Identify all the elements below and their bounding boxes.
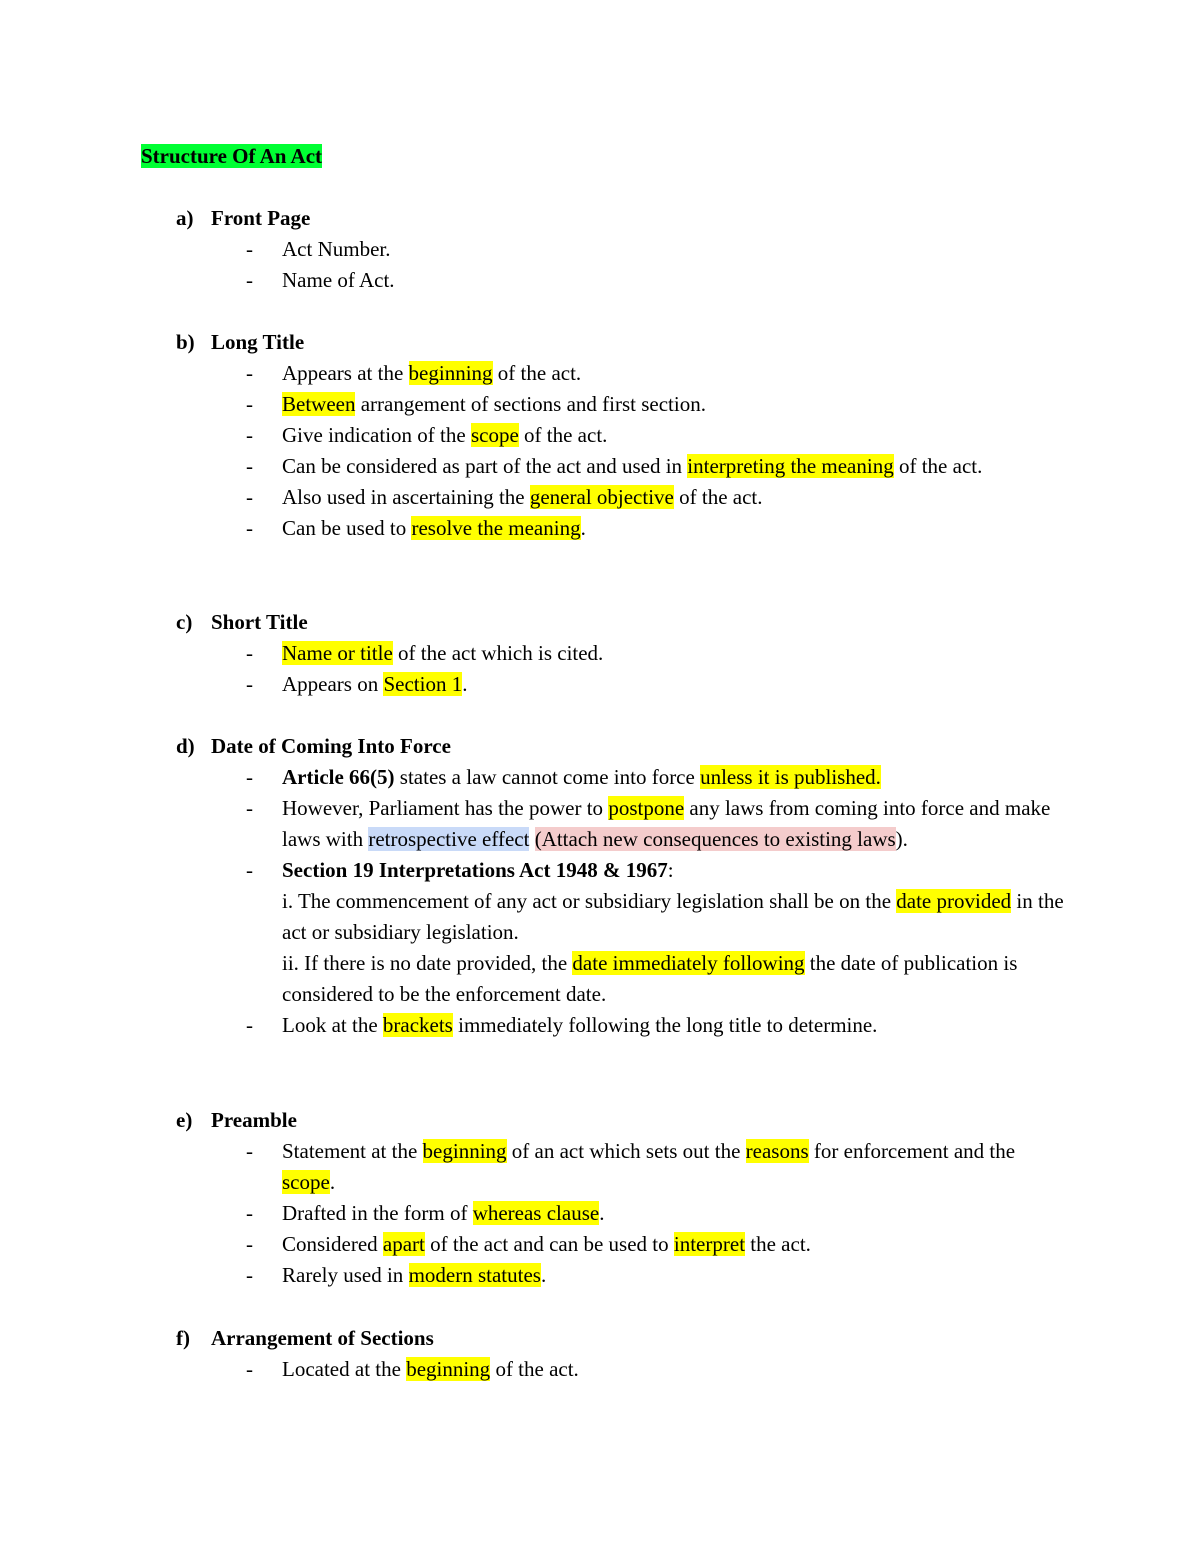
list-item bbox=[246, 1354, 1066, 1385]
section-heading-text: Short Title bbox=[211, 610, 308, 634]
list-item bbox=[246, 638, 1066, 669]
text-run: Name of Act. bbox=[282, 268, 395, 292]
text-run: of the act and can be used to bbox=[424, 1232, 674, 1256]
text-run: any laws from coming into force and make laws with bbox=[282, 796, 1051, 851]
highlighted-text: whereas clause bbox=[472, 1201, 600, 1225]
highlighted-text: interpret bbox=[673, 1232, 746, 1256]
text-run: for enforcement and the bbox=[808, 1139, 1016, 1163]
dash-bullet: - bbox=[246, 1013, 253, 1037]
text-run: Statement at the bbox=[282, 1139, 423, 1163]
text-run: Located at the bbox=[282, 1357, 407, 1381]
dash-bullet: - bbox=[246, 1232, 253, 1256]
bold-text: Article 66(5) bbox=[282, 765, 395, 789]
text-run: : bbox=[667, 858, 674, 882]
text-run: Also used in ascertaining the bbox=[282, 485, 530, 509]
text-run: Can be considered as part of the act and used in bbox=[282, 454, 688, 478]
highlighted-text: scope bbox=[470, 423, 519, 447]
list-item bbox=[246, 451, 1066, 482]
dash-bullet: - bbox=[246, 268, 253, 292]
section-heading-text: Long Title bbox=[211, 330, 305, 354]
section-heading bbox=[176, 327, 304, 358]
highlighted-text: unless it is published. bbox=[700, 765, 881, 789]
list-item bbox=[246, 482, 1066, 513]
text-run: Appears on bbox=[282, 672, 384, 696]
bullet-list bbox=[246, 234, 1066, 296]
highlighted-text: Section 1 bbox=[383, 672, 463, 696]
highlighted-text: modern statutes bbox=[408, 1263, 541, 1287]
dash-bullet: - bbox=[246, 237, 253, 261]
text-run: arrangement of sections and first section. bbox=[355, 392, 706, 416]
highlighted-text: general objective bbox=[529, 485, 674, 509]
list-item bbox=[246, 1136, 1066, 1198]
dash-bullet: - bbox=[246, 454, 253, 478]
dash-bullet: - bbox=[246, 423, 253, 447]
list-item bbox=[246, 389, 1066, 420]
highlighted-text: date immediately following bbox=[572, 951, 805, 975]
section-heading-text: Preamble bbox=[211, 1108, 297, 1132]
text-run: Act Number. bbox=[282, 237, 391, 261]
text-run: Appears at the bbox=[282, 361, 409, 385]
text-run: ii. If there is no date provided, the bbox=[282, 951, 573, 975]
text-run: . bbox=[599, 1201, 605, 1225]
text-run: Drafted in the form of bbox=[282, 1201, 473, 1225]
text-run bbox=[529, 827, 534, 851]
section-heading bbox=[176, 1323, 434, 1354]
bold-text: Section 19 Interpretations Act 1948 & 1967 bbox=[282, 858, 668, 882]
list-item bbox=[246, 234, 1066, 265]
text-run: . bbox=[462, 672, 468, 696]
highlighted-text: interpreting the meaning bbox=[687, 454, 894, 478]
dash-bullet: - bbox=[246, 392, 253, 416]
text-run: of the act. bbox=[893, 454, 983, 478]
list-item bbox=[246, 265, 1066, 296]
list-item bbox=[246, 1010, 1066, 1041]
list-item bbox=[246, 762, 1066, 793]
text-run: . bbox=[329, 1170, 336, 1194]
highlighted-text: scope bbox=[282, 1170, 330, 1194]
list-item bbox=[246, 1260, 1066, 1291]
section-label: c) bbox=[176, 610, 193, 634]
dash-bullet: - bbox=[246, 765, 253, 789]
list-item bbox=[246, 513, 1066, 544]
highlighted-text: brackets bbox=[382, 1013, 453, 1037]
list-item bbox=[246, 669, 1066, 700]
text-run: Considered bbox=[282, 1232, 383, 1256]
section-heading bbox=[176, 1105, 297, 1136]
dash-bullet: - bbox=[246, 858, 253, 882]
section-heading-text: Arrangement of Sections bbox=[211, 1326, 434, 1350]
dash-bullet: - bbox=[246, 1357, 253, 1381]
text-run: . bbox=[580, 516, 586, 540]
text-run: of the act. bbox=[492, 361, 582, 385]
dash-bullet: - bbox=[246, 485, 253, 509]
text-run: Rarely used in bbox=[282, 1263, 409, 1287]
list-item bbox=[246, 793, 1066, 855]
text-run: in the act or subsidiary legislation. bbox=[282, 889, 1064, 944]
list-item bbox=[246, 1229, 1066, 1260]
text-run: . bbox=[540, 1263, 547, 1287]
highlighted-text: Between bbox=[282, 392, 356, 416]
bullet-list bbox=[246, 1136, 1066, 1291]
dash-bullet: - bbox=[246, 1139, 253, 1163]
highlighted-text: resolve the meaning bbox=[411, 516, 581, 540]
text-run: Give indication of the bbox=[282, 423, 471, 447]
highlighted-text: date provided bbox=[896, 889, 1012, 913]
section-heading-text: Front Page bbox=[211, 206, 311, 230]
section-heading bbox=[176, 203, 310, 234]
document-title-text: Structure Of An Act bbox=[141, 144, 323, 168]
text-run: immediately following the long title to determine. bbox=[452, 1013, 878, 1037]
dash-bullet: - bbox=[246, 516, 253, 540]
text-run: Look at the bbox=[282, 1013, 383, 1037]
text-run: states a law cannot come into force bbox=[394, 765, 701, 789]
list-item bbox=[246, 420, 1066, 451]
text-run: However, Parliament has the power to bbox=[282, 796, 609, 820]
list-item bbox=[246, 358, 1066, 389]
section-label: e) bbox=[176, 1108, 193, 1132]
highlighted-text: retrospective effect bbox=[368, 827, 530, 851]
text-run: ). bbox=[895, 827, 908, 851]
dash-bullet: - bbox=[246, 1263, 253, 1287]
dash-bullet: - bbox=[246, 672, 253, 696]
dash-bullet: - bbox=[246, 796, 253, 820]
section-label: d) bbox=[176, 734, 195, 758]
highlighted-text: (Attach new consequences to existing laws bbox=[534, 827, 896, 851]
highlighted-text: beginning bbox=[422, 1139, 507, 1163]
text-run: Can be used to bbox=[282, 516, 412, 540]
text-run: of the act which is cited. bbox=[392, 641, 604, 665]
highlighted-text: Name or title bbox=[282, 641, 393, 665]
dash-bullet: - bbox=[246, 361, 253, 385]
section-label: f) bbox=[176, 1326, 190, 1350]
highlighted-text: reasons bbox=[745, 1139, 809, 1163]
highlighted-text: beginning bbox=[406, 1357, 491, 1381]
highlighted-text: beginning bbox=[408, 361, 493, 385]
section-label: b) bbox=[176, 330, 195, 354]
text-run: of the act. bbox=[490, 1357, 579, 1381]
bullet-list bbox=[246, 638, 1066, 700]
section-heading bbox=[176, 731, 451, 762]
section-heading bbox=[176, 607, 308, 638]
section-label: a) bbox=[176, 206, 194, 230]
list-item bbox=[246, 855, 1066, 1010]
text-run: the date of publication is considered to be the enforcement date. bbox=[282, 951, 1018, 1006]
document-title bbox=[141, 142, 322, 170]
text-run: i. The commencement of any act or subsidiary legislation shall be on the bbox=[282, 889, 897, 913]
dash-bullet: - bbox=[246, 641, 253, 665]
text-run: the act. bbox=[745, 1232, 811, 1256]
section-heading-text: Date of Coming Into Force bbox=[211, 734, 451, 758]
highlighted-text: apart bbox=[382, 1232, 425, 1256]
bullet-list bbox=[246, 1354, 1066, 1385]
highlighted-text: postpone bbox=[608, 796, 685, 820]
list-item bbox=[246, 1198, 1066, 1229]
text-run: of an act which sets out the bbox=[506, 1139, 746, 1163]
bullet-list bbox=[246, 358, 1066, 544]
bullet-list bbox=[246, 762, 1066, 1041]
dash-bullet: - bbox=[246, 1201, 253, 1225]
text-run: of the act. bbox=[518, 423, 608, 447]
text-run: of the act. bbox=[673, 485, 763, 509]
